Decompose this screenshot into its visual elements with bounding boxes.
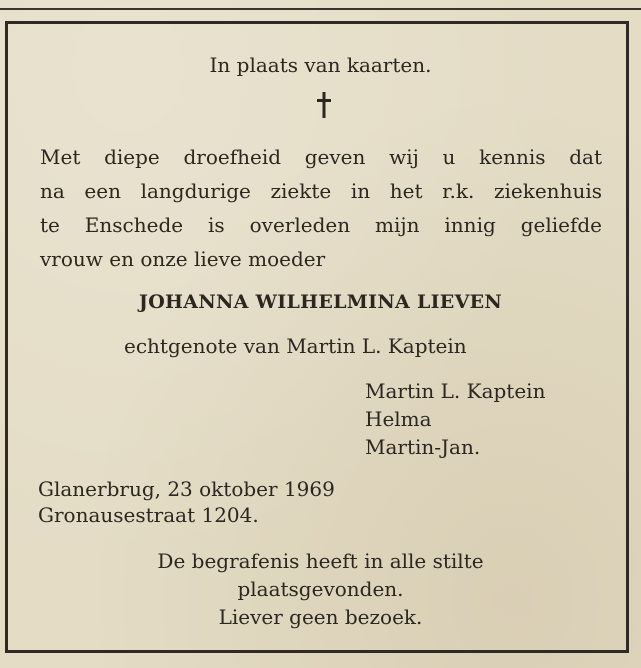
family-member-3: Martin-Jan. — [365, 435, 481, 459]
spouse-line: echtgenote van Martin L. Kaptein — [124, 334, 467, 358]
closing-line-2: plaatsgevonden. — [237, 577, 404, 601]
cross-icon — [312, 90, 336, 120]
closing-line-1: De begrafenis heeft in alle stilte — [157, 549, 484, 573]
notice-heading: In plaats van kaarten. — [209, 53, 432, 77]
deceased-name: JOHANNA WILHELMINA LIEVEN — [138, 291, 503, 313]
address: Gronausestraat 1204. — [38, 503, 259, 527]
closing-line-3: Liever geen bezoek. — [218, 605, 423, 629]
top-rule — [0, 8, 641, 10]
place-date: Glanerbrug, 23 oktober 1969 — [38, 477, 335, 501]
announcement-line-1: Met diepe droefheid geven wij u kennis dat — [40, 145, 602, 169]
announcement-line-3: te Enschede is overleden mijn innig geliefde — [40, 213, 602, 237]
announcement-line-2: na een langdurige ziekte in het r.k. ziekenhuis — [40, 179, 602, 203]
announcement-line-4: vrouw en onze lieve moeder — [40, 247, 326, 271]
family-member-2: Helma — [365, 407, 432, 431]
family-member-1: Martin L. Kaptein — [365, 379, 546, 403]
